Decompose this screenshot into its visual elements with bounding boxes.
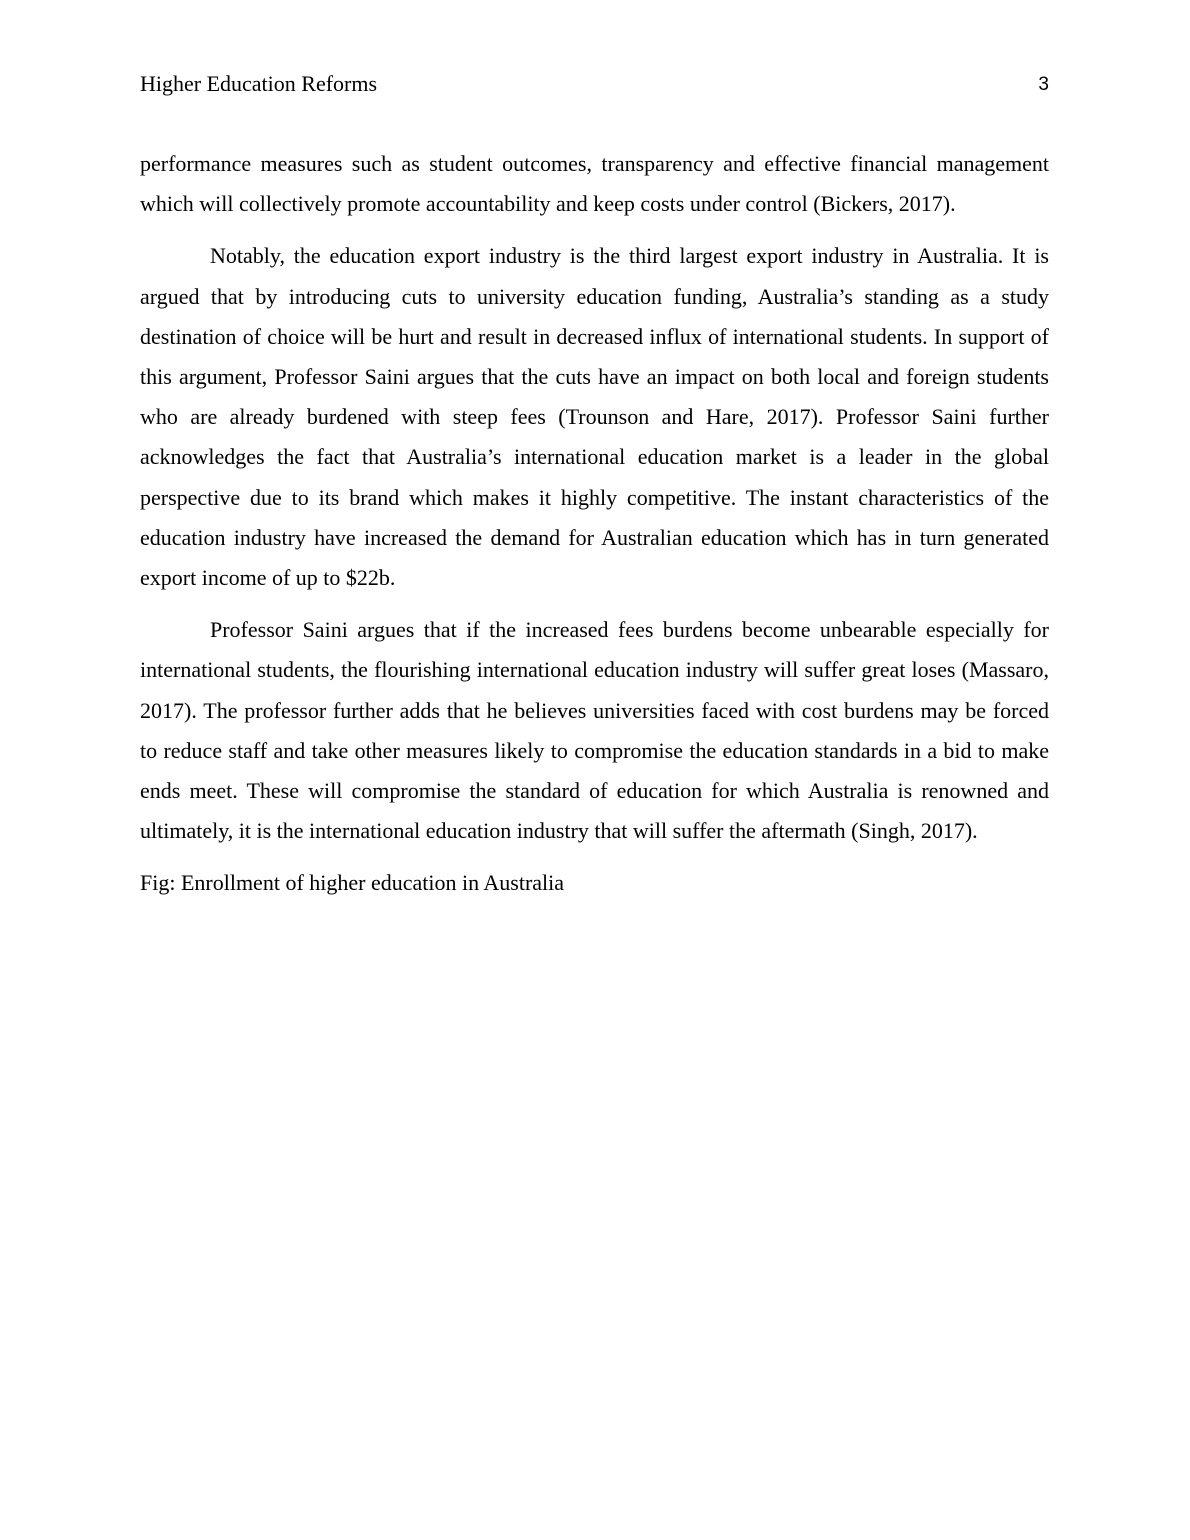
paragraph-continuation: performance measures such as student outcomes, transparency and effective financial management which will collectively promote accountability and keep costs under control (Bickers, 2017). [140,151,1049,217]
page-number: 3 [1038,74,1049,95]
running-header-title: Higher Education Reforms [140,71,378,96]
figure-caption: Fig: Enrollment of higher education in Australia [140,870,565,896]
paragraph-fee-burden: Professor Saini argues that if the increased fees burdens become unbearable especially for international students, the flourishing international education industry will suffer great loses (Massaro, 2017). The professor further adds that he believes universities faced with cost burdens may be forced to reduce staff and take other measures likely to compromise the education standards in a bid to make ends meet. These will compromise the standard of education for which Australia is renowned and ultimately, it is the international education industry that will suffer the aftermath (Singh, 2017). [140,617,1049,844]
document-body [140,144,1049,904]
paragraph-education-export: Notably, the education export industry is the third largest export industry in Australia. It is argued that by introducing cuts to university education funding, Australia’s standing as a study destination of choice will be hurt and result in decreased influx of international students. In support of this argument, Professor Saini argues that the cuts have an impact on both local and foreign students who are already burdened with steep fees (Trounson and Hare, 2017). Professor Saini further acknowledges the fact that Australia’s international education market is a leader in the global perspective due to its brand which makes it highly competitive. The instant characteristics of the education industry have increased the demand for Australian education which has in turn generated export income of up to $22b. [140,243,1049,591]
